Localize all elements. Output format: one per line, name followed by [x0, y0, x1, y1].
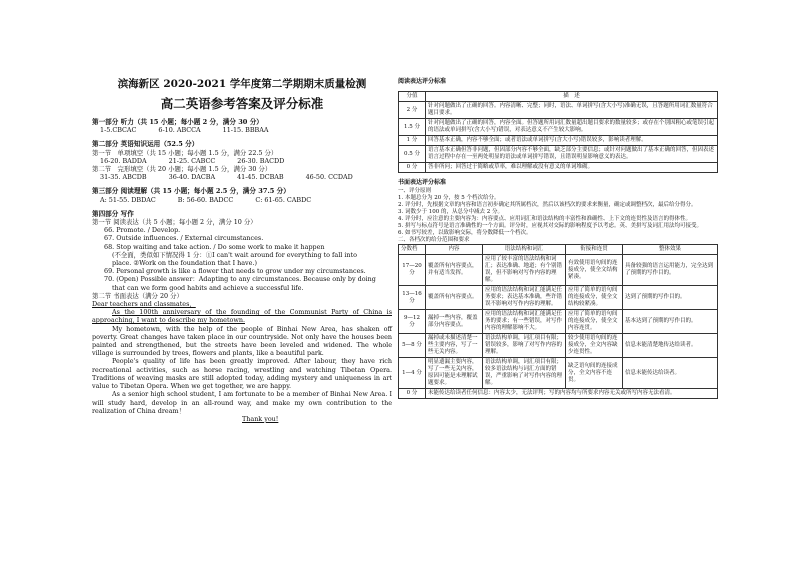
band-cell: 9—12 分	[399, 310, 426, 334]
cohesion-cell: 有效使用语句间的连接成分，使全文结构紧凑。	[566, 255, 623, 286]
note-line: 一、评分原则	[398, 188, 432, 194]
part2-section1-answers	[92, 157, 392, 165]
table-row	[399, 286, 718, 310]
description-cell: 针对问题做出了正确的回答。内容清晰、完整；同时，语法、单词拼写(含大小写)准确无误，且答题所用词汇数量符合题目要求。	[426, 102, 718, 119]
table-row	[399, 334, 718, 358]
part4-heading: 第四部分 写作	[92, 209, 134, 218]
content-cell: 漏掉或未描述清楚一些主要内容，写了一些无关内容。	[426, 334, 483, 358]
table-row	[399, 146, 718, 163]
letter-paragraph: As a senior high school student, I am fortunate to be a member of Binhai New Area. I will study hard, develop in an all-round way, and make my own contribution to the realization of China dream！	[92, 390, 392, 415]
column-header: 分数档	[399, 245, 426, 255]
cohesion-cell: 较少使用语句间的连接成分，全文内容缺少连贯性。	[566, 334, 623, 358]
content-cell: 覆盖所有内容要点。	[426, 286, 483, 310]
band-cell: 13—16 分	[399, 286, 426, 310]
table-row	[399, 136, 718, 146]
content-cell: 覆盖所有内容要点，并有适当发挥。	[426, 255, 483, 286]
answer-group: 6-10. ABCCA	[158, 126, 201, 135]
answer-group: 36-40. DACBA	[168, 173, 216, 182]
answer-67: 67. Outside influences. / External circumstances.	[104, 234, 264, 243]
overall-cell: 达到了预期的写作目的。	[623, 286, 718, 310]
cohesion-cell: 缺乏语句间的连接成分，全文内容不连贯。	[566, 358, 623, 389]
answer-group: C: 61-65. CABDC	[255, 195, 312, 204]
cohesion-cell: 应用了简单的语句间的连接成分，使全文结构较紧凑。	[566, 286, 623, 310]
letter-paragraph: As the 100th anniversary of the founding of the Communist Party of China is approaching, I want to describe my hometown.	[92, 308, 392, 325]
part3-answers	[92, 196, 392, 204]
cohesion-cell: 应用了简单的语句间的连接成分，使全文内容连贯。	[566, 310, 623, 334]
score-cell: 0 分	[399, 163, 426, 173]
zero-band-description: 未能传达给读者任何信息：内容太少，无法评判；写的内容均与所要求内容无关或所写内容无法看清。	[426, 389, 718, 399]
table-row	[399, 358, 718, 389]
writing-rubric-table	[398, 244, 718, 399]
answer-group: 16-20. BADDA	[100, 156, 147, 165]
sample-letter	[92, 300, 392, 423]
part2-section2-answers	[92, 173, 392, 181]
answer-68-note-cont: place. ②Work on the foundation that I have.)	[112, 259, 257, 268]
part4-section1-heading: 第一节 阅读表达（共 5 小题；每小题 2 分，满分 10 分）	[92, 218, 257, 227]
overall-cell: 具备较强的语言运用能力，完全达到了预期的写作目的。	[623, 255, 718, 286]
grammar-cell: 语法结构单调，词汇项目有限；较多语法结构与词汇方面的错误，严重影响了对写作内容的理解。	[483, 358, 566, 389]
answer-group: B: 56-60. BADCC	[177, 195, 234, 204]
column-header: 语法结构和词汇	[483, 245, 566, 255]
description-cell: 针对问题做出了正确的回答，内容全面。但答题所用词汇数量超出题目要求的数量较多；或存在个别因粗心或笔误引起的语法或单词拼写(含大小写)错误，对表达意义不产生较大影响。	[426, 119, 718, 136]
letter-closing: Thank you!	[242, 414, 279, 423]
band-cell: 5—8 分	[399, 334, 426, 358]
answer-group: 41-45. DCBAB	[237, 173, 284, 182]
content-cell: 明显遗漏主要内容，写了一些无关内容，原因可能是未理解试题要求。	[426, 358, 483, 389]
part1-heading: 第一部分 听力（共 15 小题；每小题 2 分，满分 30 分）	[92, 118, 263, 126]
note-line: 3. 词数少于 100 的，从总分中减去 2 分。	[398, 209, 503, 215]
letter-paragraph: My hometown, with the help of the people of Binhai New Area, has shaken off poverty. Great changes have taken place in our countryside. Not only have the houses been painted and strengthened, but the streets have been leveled and widened. The whole village is surrounded by trees, flowers and plants, like a beautiful park.	[92, 324, 392, 358]
writing-rubric-heading: 书面表达评分标准	[398, 179, 447, 186]
table-row	[399, 310, 718, 334]
note-line: 4. 评分时，应注意的主要内容为：内容要点、应用词汇和语法结构的丰富性和准确性、上下文的连贯性及语言的得体性。	[398, 216, 691, 222]
scoring-notes	[398, 188, 718, 244]
answer-68: 68. Stop waiting and take action. / Do some work to make it happen	[104, 242, 325, 251]
answer-68-note: (不全面，类似如下情况得 1 分：①I can't wait around for everything to fall into	[112, 250, 357, 259]
note-line: 1. 本题总分为 20 分，按 5 个档次给分。	[398, 195, 500, 201]
reading-rubric-table	[398, 91, 718, 173]
grammar-cell: 语法结构单调，词汇项目有限；错误较多，影响了对写作内容的理解。	[483, 334, 566, 358]
band-cell: 17—20 分	[399, 255, 426, 286]
content-cell: 漏掉一些内容，覆盖部分内容要点。	[426, 310, 483, 334]
column-header: 内容	[426, 245, 483, 255]
overall-cell: 基本达到了预期的写作目的。	[623, 310, 718, 334]
note-line: 6. 如书写较差，以致影响交际，将分数降低一个档次。	[398, 230, 532, 236]
part2-heading: 第二部分 英语知识运用（52.5 分）	[92, 140, 199, 149]
answer-69: 69. Personal growth is like a flower that needs to grow under my circumstances.	[104, 267, 366, 276]
grammar-cell: 应用的语法结构和词汇能满足任务的要求；有一些错误，对写作内容的理解影响不大。	[483, 310, 566, 334]
reading-rubric-heading: 阅读表达评分标准	[398, 78, 447, 85]
table-header-row	[399, 245, 718, 255]
answer-66: 66. Promote. / Develop.	[104, 226, 181, 235]
right-column	[398, 78, 718, 399]
note-line: 二、各档次的给分范围和要求	[398, 237, 470, 243]
score-cell: 2 分	[399, 102, 426, 119]
description-cell: 回答基本正确，内容不够全面；或者语法或单词拼写(含大小写)错误较多，影响读者理解。	[426, 136, 718, 146]
note-line: 5. 拼写与标点符号是语言准确性的一个方面。评分时，应视其对交际的影响程度予以考虑。英、美拼写及词汇用法均可接受。	[398, 223, 702, 229]
grammar-cell: 应用的语法结构和词汇能满足任务要求；表达基本准确，些许错误不影响对写作内容的理解。	[483, 286, 566, 310]
table-row	[399, 163, 718, 173]
part2-section2-heading: 第二节 完形填空（共 20 小题；每小题 1.5 分，满分 30 分）	[92, 165, 272, 174]
description-cell: 语言基本正确但答非问题，但因部分内容不够全面，缺乏部分主要信息；或针对问题做出了基本正确的回答，但因表述语言过程中存在一至两处明显的语法或单词拼写错误，且错误明显影响意义的表达。	[426, 146, 718, 163]
part1-answers	[92, 126, 392, 134]
answer-group: 26-30. BACDD	[237, 156, 285, 165]
exam-title: 滨海新区 2020-2021 学年度第二学期期末质量检测	[117, 78, 367, 90]
column-header: 整体效果	[623, 245, 718, 255]
column-header: 描 述	[426, 92, 718, 102]
part3-heading: 第三部分 阅读理解（共 15 小题；每小题 2.5 分，满分 37.5 分）	[92, 187, 290, 196]
description-cell: 答非所问；回答过于简略或草率，难以理解或没有意义的单词堆砌。	[426, 163, 718, 173]
grammar-cell: 应用了较丰富的语法结构和词汇；表达准确、地道；有个别错误，但不影响对写作内容的理解。	[483, 255, 566, 286]
answer-group: 11-15. BBBAA	[222, 126, 269, 135]
part2-section1-heading: 第一节 单项填空（共 15 小题；每小题 1.5 分，满分 22.5 分）	[92, 148, 278, 157]
band-cell: 0 分	[399, 389, 426, 399]
left-column	[92, 72, 392, 423]
table-row	[399, 119, 718, 136]
overall-cell: 信息未能清楚地传达给读者。	[623, 334, 718, 358]
answer-70-cont: that can we form good habits and achieve a successful life.	[112, 283, 304, 292]
answer-group: 31-35. ABCDB	[100, 173, 147, 182]
table-header-row	[399, 92, 718, 102]
score-cell: 0.5 分	[399, 146, 426, 163]
score-cell: 1.5 分	[399, 119, 426, 136]
answer-group: 21-25. CABCC	[168, 156, 216, 165]
page-title: 高二英语参考答案及评分标准	[160, 96, 324, 111]
score-cell: 1 分	[399, 136, 426, 146]
part4-section2-heading: 第二节 书面表达（满分 20 分）	[92, 291, 183, 300]
answer-group: 1-5.CBCAC	[100, 126, 137, 135]
answer-70: 70. (Open) Possible answer：Adapting to any circumstances. Because only by doing	[104, 275, 376, 284]
column-header: 分值	[399, 92, 426, 102]
column-header: 衔接和连贯	[566, 245, 623, 255]
letter-greeting: Dear teachers and classmates，	[92, 300, 196, 309]
table-row	[399, 389, 718, 399]
letter-paragraph: People's quality of life has been greatly improved. After labour, they have rich recreational activities, such as horse racing, wrestling and watching Tibetan Opera. Traditions of weaving masks are still adopted today, adding mystery and uniqueness in art value to Tibetan Opera. When we get together, we are happy.	[92, 357, 392, 391]
table-row	[399, 255, 718, 286]
table-row	[399, 102, 718, 119]
band-cell: 1—4 分	[399, 358, 426, 389]
answer-group: A: 51-55. DBDAC	[100, 195, 156, 204]
answer-group: 46-50. CCDAD	[305, 173, 353, 182]
overall-cell: 信息未能传达给读者。	[623, 358, 718, 389]
note-line: 2. 评分时，先根据文章的内容和语言初步确定其所属档次，然后以该档次的要求来衡量，确定或调整档次，最后给分得分。	[398, 202, 697, 208]
